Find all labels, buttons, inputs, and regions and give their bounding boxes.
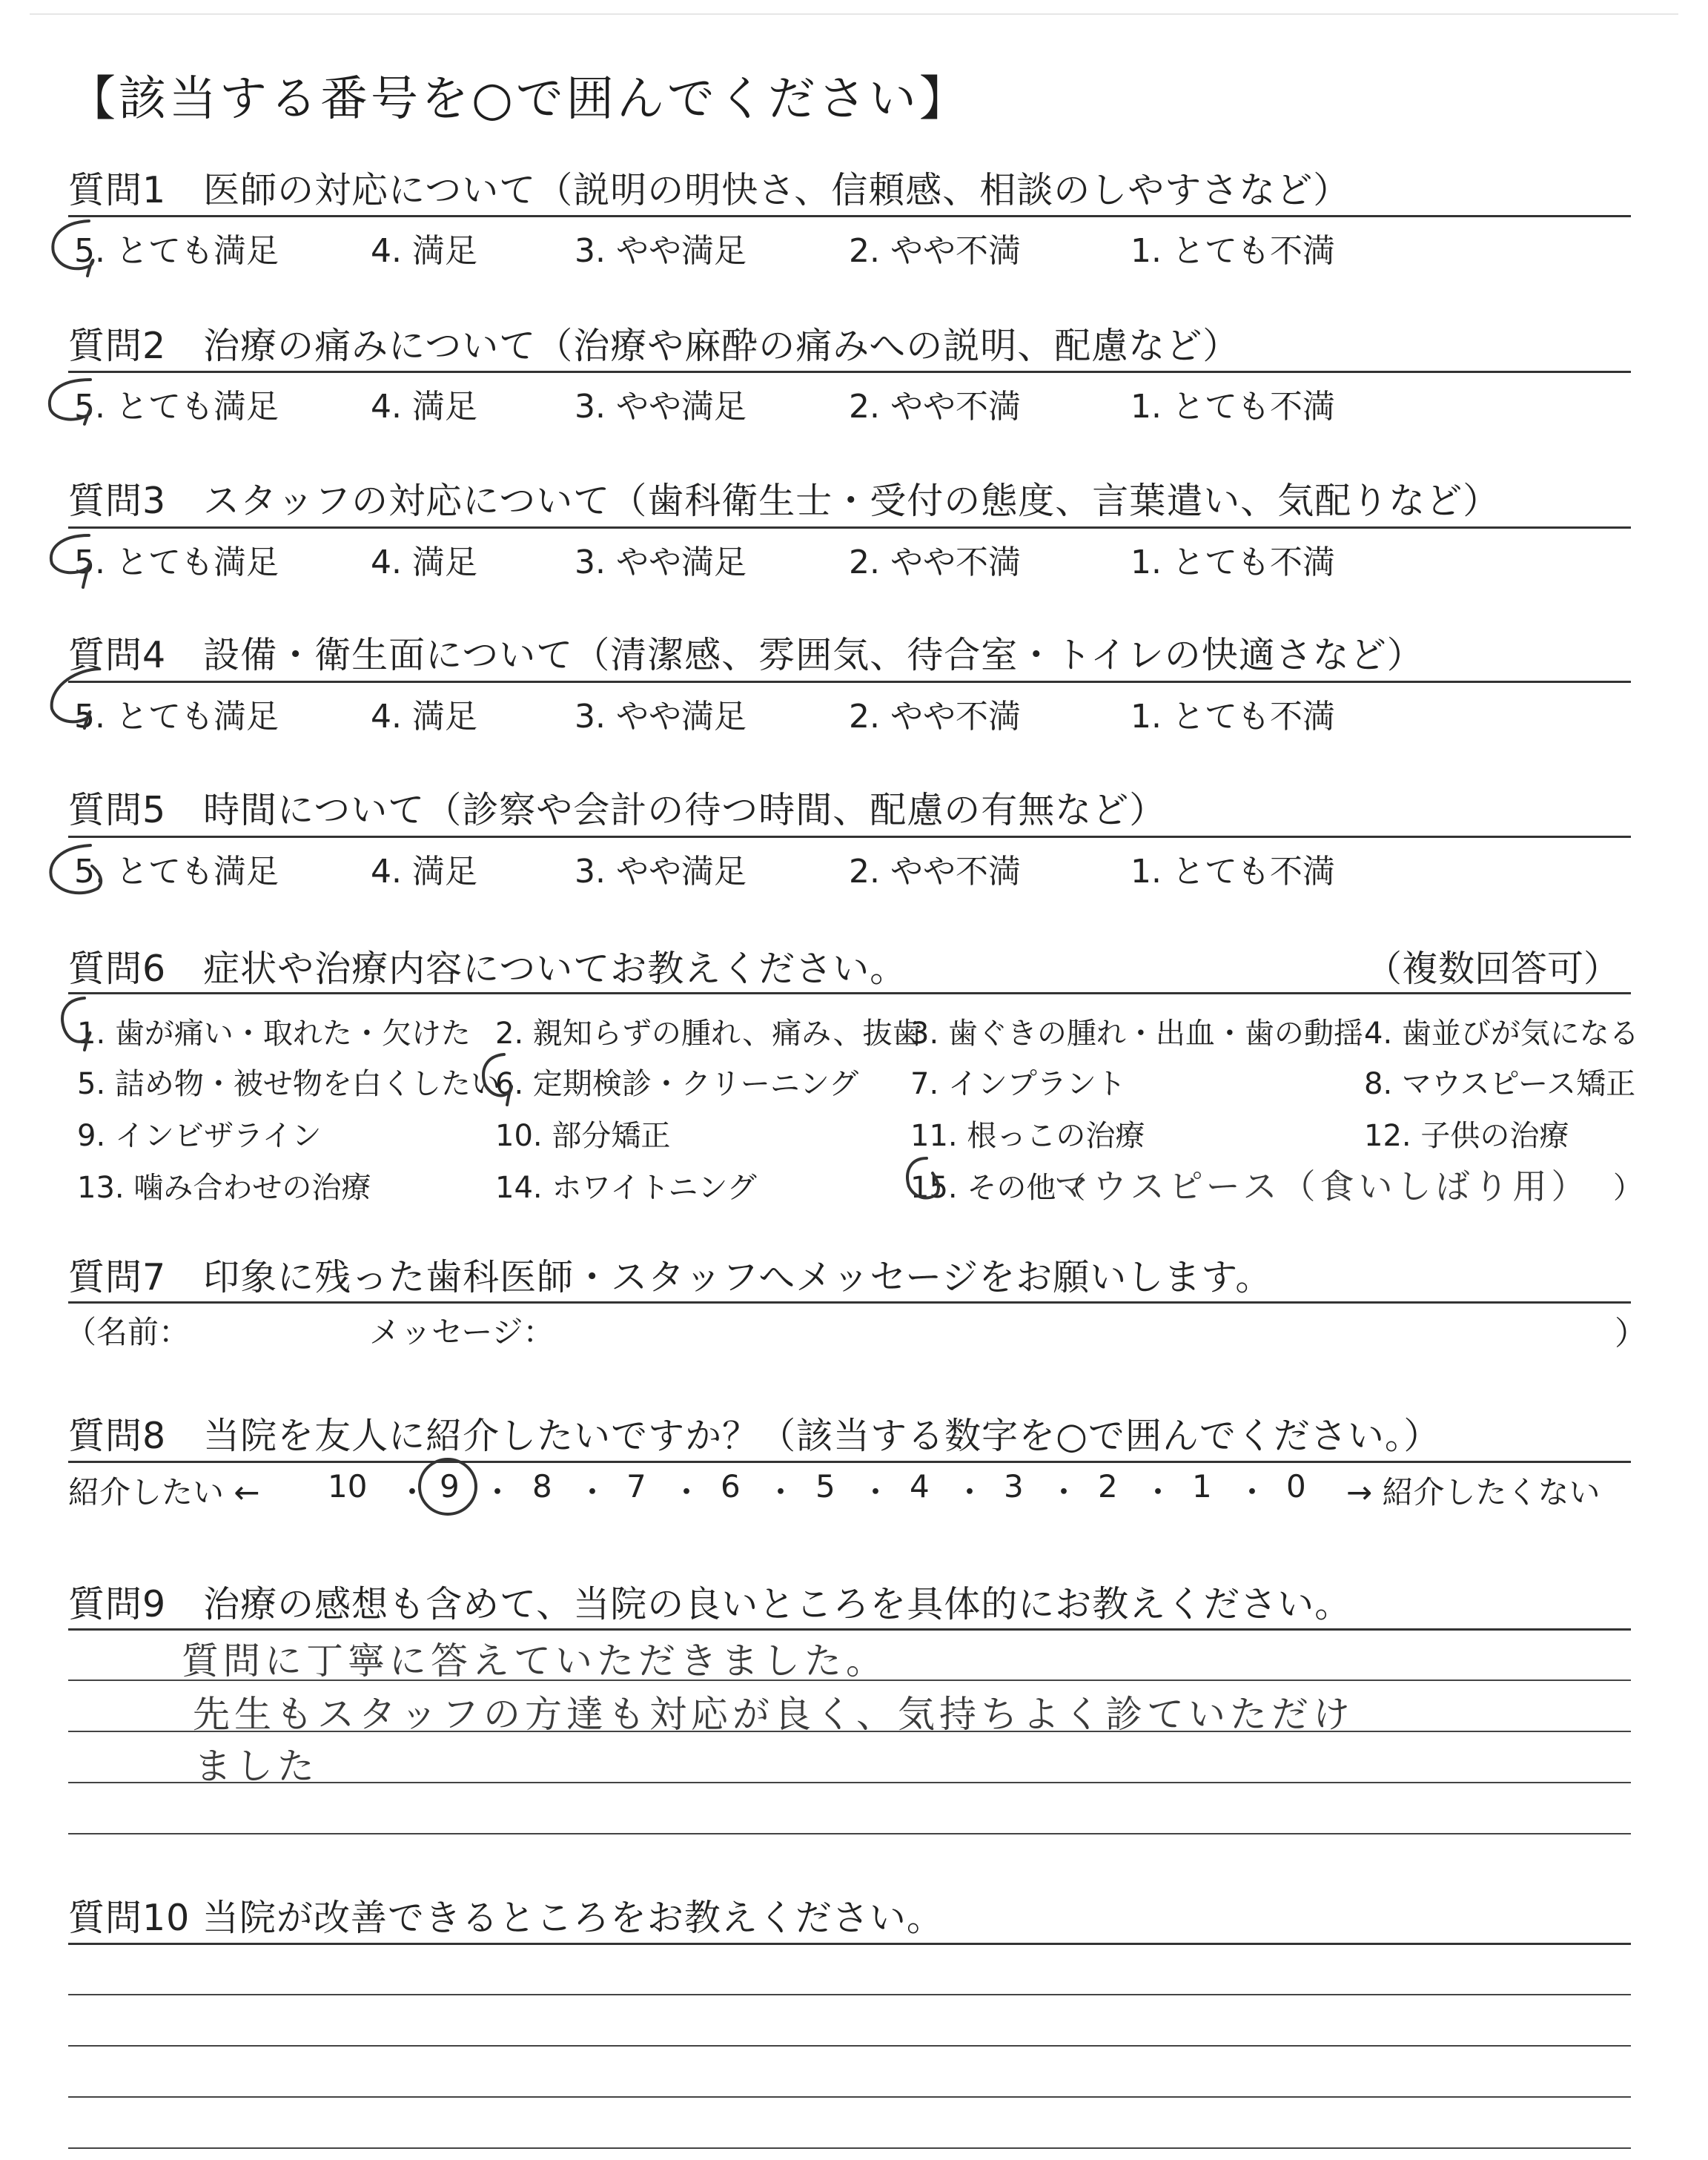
q8-number-5[interactable]: 5 — [815, 1468, 835, 1505]
q8-dot: ・ — [671, 1474, 703, 1510]
q4-option-4[interactable]: 4. 満足 — [371, 698, 477, 736]
q8-dot: ・ — [765, 1474, 797, 1510]
question-7-title: 質問7 印象に残った歯科医師・スタッフへメッセージをお願いします。 — [68, 1256, 1273, 1298]
q1-option-1[interactable]: 1. とても不満 — [1131, 232, 1335, 270]
q3-option-4[interactable]: 4. 満足 — [371, 544, 477, 581]
q6-other-close-paren: ） — [1613, 1171, 1643, 1205]
question-3-title: 質問3 スタッフの対応について（歯科衛生士・受付の態度、言葉遣い、気配りなど） — [68, 480, 1500, 522]
q9-answer-line-3[interactable]: ました — [194, 1745, 319, 1788]
question-7-rule — [68, 1301, 1631, 1304]
q3-option-1[interactable]: 1. とても不満 — [1131, 544, 1335, 581]
q1-option-4[interactable]: 4. 満足 — [371, 232, 477, 270]
q2-option-1[interactable]: 1. とても不満 — [1131, 388, 1335, 426]
q6-option-12[interactable]: 12. 子供の治療 — [1364, 1119, 1569, 1153]
q8-right-label: → 紹介したくない — [1346, 1474, 1601, 1510]
question-2-rule — [68, 371, 1631, 373]
q8-dot: ・ — [397, 1474, 428, 1510]
question-8-title: 質問8 当院を友人に紹介したいですか？（該当する数字を○で囲んでください。） — [68, 1415, 1441, 1457]
q8-dot: ・ — [482, 1474, 514, 1510]
q8-dot: ・ — [1237, 1474, 1268, 1510]
q2-option-4[interactable]: 4. 満足 — [371, 388, 477, 426]
q6-option-5[interactable]: 5. 詰め物・被せ物を白くしたい — [77, 1067, 500, 1101]
question-5-title: 質問5 時間について（診察や会計の待つ時間、配慮の有無など） — [68, 789, 1167, 831]
q6-option-14[interactable]: 14. ホワイトニング — [495, 1171, 757, 1205]
question-3-rule — [68, 526, 1631, 529]
q4-option-5[interactable]: 5. とても満足 — [74, 698, 279, 736]
q8-number-1[interactable]: 1 — [1192, 1468, 1212, 1505]
q6-option-9[interactable]: 9. インビザライン — [77, 1119, 322, 1153]
q8-number-10[interactable]: 10 — [328, 1468, 368, 1505]
q6-other-handwritten[interactable]: マウスピース（食いしばり用） — [1054, 1166, 1590, 1206]
q2-option-3[interactable]: 3. やや満足 — [575, 388, 747, 426]
q6-option-8[interactable]: 8. マウスピース矯正 — [1364, 1067, 1636, 1101]
q6-option-15[interactable]: 15. その他（ — [910, 1171, 1086, 1205]
question-6-rule — [68, 992, 1631, 994]
page-title: 【該当する番号を○で囲んでください】 — [68, 72, 970, 127]
question-5-rule — [68, 836, 1631, 838]
question-4-title: 質問4 設備・衛生面について（清潔感、雰囲気、待合室・トイレの快適さなど） — [68, 634, 1424, 676]
q6-option-3[interactable]: 3. 歯ぐきの腫れ・出血・歯の動揺 — [910, 1017, 1363, 1051]
answer-line — [68, 1994, 1631, 1995]
q8-number-9[interactable]: 9 — [440, 1468, 460, 1505]
q8-dot: ・ — [1142, 1474, 1174, 1510]
q7-message-label: メッセージ： — [369, 1314, 555, 1350]
q2-option-5[interactable]: 5. とても満足 — [74, 388, 279, 426]
q5-option-2[interactable]: 2. やや不満 — [849, 853, 1021, 891]
q5-option-5[interactable]: 5. とても満足 — [74, 853, 279, 891]
question-2-title: 質問2 治療の痛みについて（治療や麻酔の痛みへの説明、配慮など） — [68, 325, 1240, 367]
q8-dot: ・ — [860, 1474, 892, 1510]
q6-option-7[interactable]: 7. インプラント — [910, 1067, 1126, 1101]
q6-option-10[interactable]: 10. 部分矯正 — [495, 1119, 671, 1153]
q4-option-3[interactable]: 3. やや満足 — [575, 698, 747, 736]
q5-option-4[interactable]: 4. 満足 — [371, 853, 477, 891]
answer-line — [68, 2096, 1631, 2098]
answer-line — [68, 2147, 1631, 2149]
question-9-rule — [68, 1628, 1631, 1631]
q3-option-5[interactable]: 5. とても満足 — [74, 544, 279, 581]
q8-dot: ・ — [577, 1474, 609, 1510]
answer-line — [68, 2045, 1631, 2047]
question-1-title: 質問1 医師の対応について（説明の明快さ、信頼感、相談のしやすさなど） — [68, 169, 1351, 211]
question-1-rule — [68, 215, 1631, 217]
q5-option-1[interactable]: 1. とても不満 — [1131, 853, 1335, 891]
q8-number-7[interactable]: 7 — [626, 1468, 646, 1505]
q8-number-2[interactable]: 2 — [1098, 1468, 1118, 1505]
question-4-rule — [68, 681, 1631, 683]
q2-option-2[interactable]: 2. やや不満 — [849, 388, 1021, 426]
q8-number-8[interactable]: 8 — [532, 1468, 552, 1505]
q9-answer-line-2[interactable]: 先生もスタッフの方達も対応が良く、気持ちよく診ていただけ — [193, 1693, 1354, 1736]
q8-dot: ・ — [954, 1474, 986, 1510]
multiple-answers-note: （複数回答可） — [1366, 948, 1621, 990]
q6-option-2[interactable]: 2. 親知らずの腫れ、痛み、抜歯 — [495, 1017, 922, 1051]
q1-option-5[interactable]: 5. とても満足 — [74, 232, 279, 270]
q8-left-label: 紹介したい ← — [68, 1474, 260, 1510]
question-10-title: 質問10 当院が改善できるところをお教えください。 — [68, 1897, 944, 1939]
answer-line — [68, 1833, 1631, 1834]
q4-option-1[interactable]: 1. とても不満 — [1131, 698, 1335, 736]
q3-option-3[interactable]: 3. やや満足 — [575, 544, 747, 581]
q6-option-11[interactable]: 11. 根っこの治療 — [910, 1119, 1145, 1153]
question-8-rule — [68, 1461, 1631, 1463]
question-9-title: 質問9 治療の感想も含めて、当院の良いところを具体的にお教えください。 — [68, 1583, 1352, 1625]
q5-option-3[interactable]: 3. やや満足 — [575, 853, 747, 891]
question-6-title: 質問6 症状や治療内容についてお教えください。 — [68, 948, 907, 990]
q9-answer-line-1[interactable]: 質問に丁寧に答えていただきました。 — [182, 1639, 887, 1682]
q6-option-1[interactable]: 1. 歯が痛い・取れた・欠けた — [77, 1017, 471, 1051]
q1-option-2[interactable]: 2. やや不満 — [849, 232, 1021, 270]
q7-name-label: （名前： — [65, 1314, 191, 1350]
q8-number-3[interactable]: 3 — [1004, 1468, 1024, 1505]
q6-option-13[interactable]: 13. 噛み合わせの治療 — [77, 1171, 371, 1205]
q4-option-2[interactable]: 2. やや不満 — [849, 698, 1021, 736]
q3-option-2[interactable]: 2. やや不満 — [849, 544, 1021, 581]
q6-option-4[interactable]: 4. 歯並びが気になる — [1364, 1017, 1639, 1051]
q7-close-paren: ） — [1615, 1315, 1647, 1353]
question-10-rule — [68, 1943, 1631, 1945]
q8-number-4[interactable]: 4 — [910, 1468, 930, 1505]
q1-option-3[interactable]: 3. やや満足 — [575, 232, 747, 270]
q8-dot: ・ — [1048, 1474, 1080, 1510]
scan-edge — [30, 13, 1678, 15]
q8-number-6[interactable]: 6 — [721, 1468, 741, 1505]
q8-number-0[interactable]: 0 — [1286, 1468, 1306, 1505]
q6-option-6[interactable]: 6. 定期検診・クリーニング — [495, 1067, 859, 1101]
